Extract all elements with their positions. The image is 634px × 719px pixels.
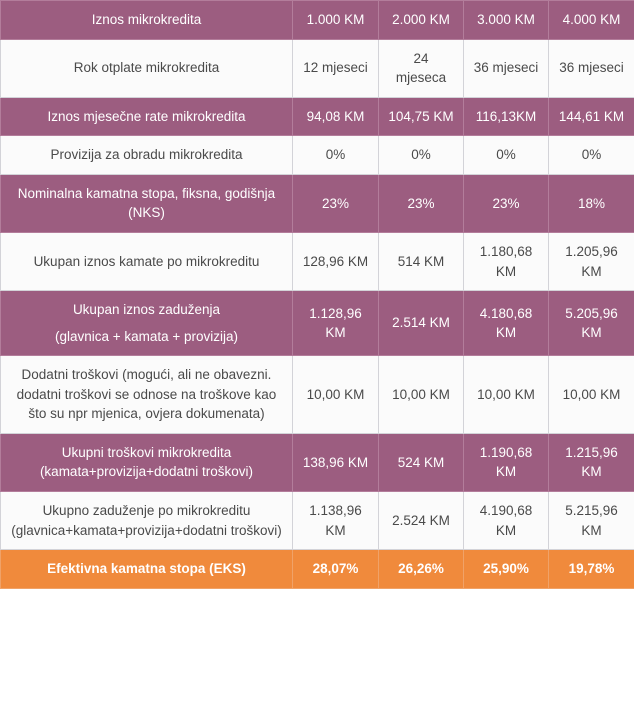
table-row [1, 39, 634, 97]
row-label: Dodatni troškovi (mogući, ali ne obavezni. dodatni troškovi se odnose na troškove kao što su npr mjenica, ovjera dokumenata) [1, 356, 293, 434]
row-label: Nominalna kamatna stopa, fiksna, godišnja (NKS) [1, 174, 293, 232]
row-value: 36 mjeseci [464, 39, 549, 97]
row-value: 514 KM [379, 232, 464, 290]
row-value: 104,75 KM [379, 97, 464, 136]
row-value: 116,13KM [464, 97, 549, 136]
row-label: Ukupno zaduženje po mikrokreditu (glavnica+kamata+provizija+dodatni troškovi) [1, 492, 293, 550]
row-value: 4.190,68 KM [464, 492, 549, 550]
table-row [1, 492, 634, 550]
row-sublabel: (glavnica + kamata + provizija) [54, 328, 239, 344]
row-value: 26,26% [379, 550, 464, 589]
table-row [1, 291, 634, 356]
row-value: 10,00 KM [549, 356, 634, 434]
table-row [1, 433, 634, 491]
row-value: 23% [293, 174, 379, 232]
row-value: 144,61 KM [549, 97, 634, 136]
row-label: Ukupan iznos kamate po mikrokreditu [1, 232, 293, 290]
row-value: 138,96 KM [293, 433, 379, 491]
row-value: 1.205,96 KM [549, 232, 634, 290]
row-value: 3.000 KM [464, 1, 549, 40]
table-row [1, 97, 634, 136]
row-value: 5.215,96 KM [549, 492, 634, 550]
row-value: 2.514 KM [379, 291, 464, 356]
table-body [1, 1, 634, 589]
row-value: 36 mjeseci [549, 39, 634, 97]
row-label: Ukupni troškovi mikrokredita (kamata+provizija+dodatni troškovi) [1, 433, 293, 491]
row-value: 0% [464, 136, 549, 175]
row-value: 10,00 KM [464, 356, 549, 434]
row-label: Rok otplate mikrokredita [1, 39, 293, 97]
row-label: Efektivna kamatna stopa (EKS) [1, 550, 293, 589]
row-value: 28,07% [293, 550, 379, 589]
row-value: 12 mjeseci [293, 39, 379, 97]
row-value: 24 mjeseca [379, 39, 464, 97]
row-value: 23% [464, 174, 549, 232]
row-label: Ukupan iznos zaduženja (glavnica + kamata + provizija) [1, 291, 293, 356]
row-value: 25,90% [464, 550, 549, 589]
row-value: 1.138,96 KM [293, 492, 379, 550]
row-value: 18% [549, 174, 634, 232]
table-row [1, 356, 634, 434]
row-value: 1.190,68 KM [464, 433, 549, 491]
row-value: 10,00 KM [379, 356, 464, 434]
row-value: 94,08 KM [293, 97, 379, 136]
row-label: Provizija za obradu mikrokredita [1, 136, 293, 175]
row-label: Iznos mikrokredita [1, 1, 293, 40]
row-value: 0% [549, 136, 634, 175]
table-row [1, 174, 634, 232]
row-value: 1.000 KM [293, 1, 379, 40]
row-value: 23% [379, 174, 464, 232]
table-row [1, 550, 634, 589]
row-value: 1.128,96 KM [293, 291, 379, 356]
row-value: 128,96 KM [293, 232, 379, 290]
row-value: 2.000 KM [379, 1, 464, 40]
row-label: Iznos mjesečne rate mikrokredita [1, 97, 293, 136]
row-value: 19,78% [549, 550, 634, 589]
row-value: 10,00 KM [293, 356, 379, 434]
row-value: 0% [293, 136, 379, 175]
row-value: 2.524 KM [379, 492, 464, 550]
row-value: 4.000 KM [549, 1, 634, 40]
row-value: 4.180,68 KM [464, 291, 549, 356]
row-value: 524 KM [379, 433, 464, 491]
row-value: 1.180,68 KM [464, 232, 549, 290]
row-value: 0% [379, 136, 464, 175]
row-value: 5.205,96 KM [549, 291, 634, 356]
table-row [1, 1, 634, 40]
table-row [1, 136, 634, 175]
table-row [1, 232, 634, 290]
row-value: 1.215,96 KM [549, 433, 634, 491]
